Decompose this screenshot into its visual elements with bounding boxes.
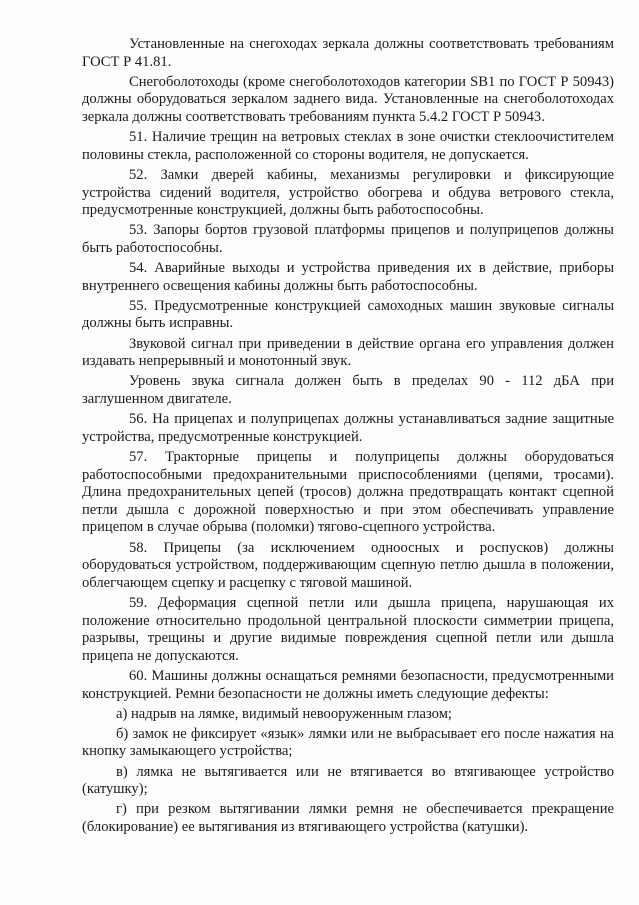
paragraph-sound-level: Уровень звука сигнала должен быть в пределах 90 - 112 дБА при заглушенном двигателе. — [82, 373, 614, 408]
paragraph-59-drawbar-deformation: 59. Деформация сцепной петли или дышла прицепа, нарушающая их положение относительно продольной центральной плоскости симметрии прицепа, разрывы, трещины и другие видимые повреждения сцепной петли или дышла прицепа не допускаются. — [82, 594, 614, 664]
paragraph-58-drawbar-support: 58. Прицепы (за исключением одноосных и роспусков) должны оборудоваться устройством, поддерживающим сцепную петлю дышла в положении, облегчающем сцепку и расцепку с тяговой машиной. — [82, 539, 614, 591]
paragraph-52-cabin-locks: 52. Замки дверей кабины, механизмы регулировки и фиксирующие устройства сидений водителя, устройство обогрева и обдува ветрового стекла, предусмотренные конструкцией, должны быть работоспособны. — [82, 166, 614, 219]
paragraph-sound-signal-continuous: Звуковой сигнал при приведении в действие органа его управления должен издавать непрерывный и монотонный звук. — [82, 335, 614, 370]
paragraph-57-safety-chains: 57. Тракторные прицепы и полуприцепы должны оборудоваться работоспособными предохранительными приспособлениями (цепями, тросами). Длина предохранительных цепей (тросов) должна предотвращать контакт сцепной петли дышла с дорожной поверхностью и при этом обеспечивать управление прицепом в случае обрыва (поломки) тягово-сцепного устройства. — [82, 449, 614, 536]
document-body — [82, 36, 614, 839]
paragraph-51-windshield-cracks: 51. Наличие трещин на ветровых стеклах в зоне очистки стеклоочистителем половины стекла, расположенной со стороны водителя, не допускается. — [82, 129, 614, 163]
defect-item-g: г) при резком вытягивании лямки ремня не обеспечивается прекращение (блокирование) ее вытягивания из втягивающего устройства (катушки). — [82, 801, 614, 836]
paragraph-56-rear-guards: 56. На прицепах и полуприцепах должны устанавливаться задние защитные устройства, предусмотренные конструкцией. — [82, 411, 614, 445]
paragraph-55-sound-signals: 55. Предусмотренные конструкцией самоходных машин звуковые сигналы должны быть исправны. — [82, 297, 614, 332]
paragraph-60-seat-belts: 60. Машины должны оснащаться ремнями безопасности, предусмотренными конструкцией. Ремни безопасности не должны иметь следующие дефекты: — [82, 667, 614, 702]
defect-item-a: а) надрыв на лямке, видимый невооруженным глазом; — [116, 705, 452, 722]
paragraph-swamp-vehicle-mirrors: Снегоболотоходы (кроме снегоболотоходов категории SB1 по ГОСТ Р 50943) должны оборудоваться зеркалом заднего вида. Установленные на снегоболотоходах зеркала должны соответствовать требованиям пункта 5.4.2 ГОСТ Р 50943. — [82, 73, 614, 125]
defect-item-v: в) лямка не вытягивается или не втягивается во втягивающее устройство (катушку); — [82, 763, 614, 798]
defect-item-b: б) замок не фиксирует «язык» лямки или не выбрасывает его после нажатия на кнопку замыкающего устройства; — [82, 725, 614, 760]
paragraph-54-emergency-exits: 54. Аварийные выходы и устройства приведения их в действие, приборы внутреннего освещения кабины должны быть работоспособны. — [82, 260, 614, 294]
paragraph-53-platform-latches: 53. Запоры бортов грузовой платформы прицепов и полуприцепов должны быть работоспособны. — [82, 222, 614, 256]
paragraph-snowmobile-mirrors: Установленные на снегоходах зеркала должны соответствовать требованиям ГОСТ Р 41.81. — [82, 36, 614, 70]
